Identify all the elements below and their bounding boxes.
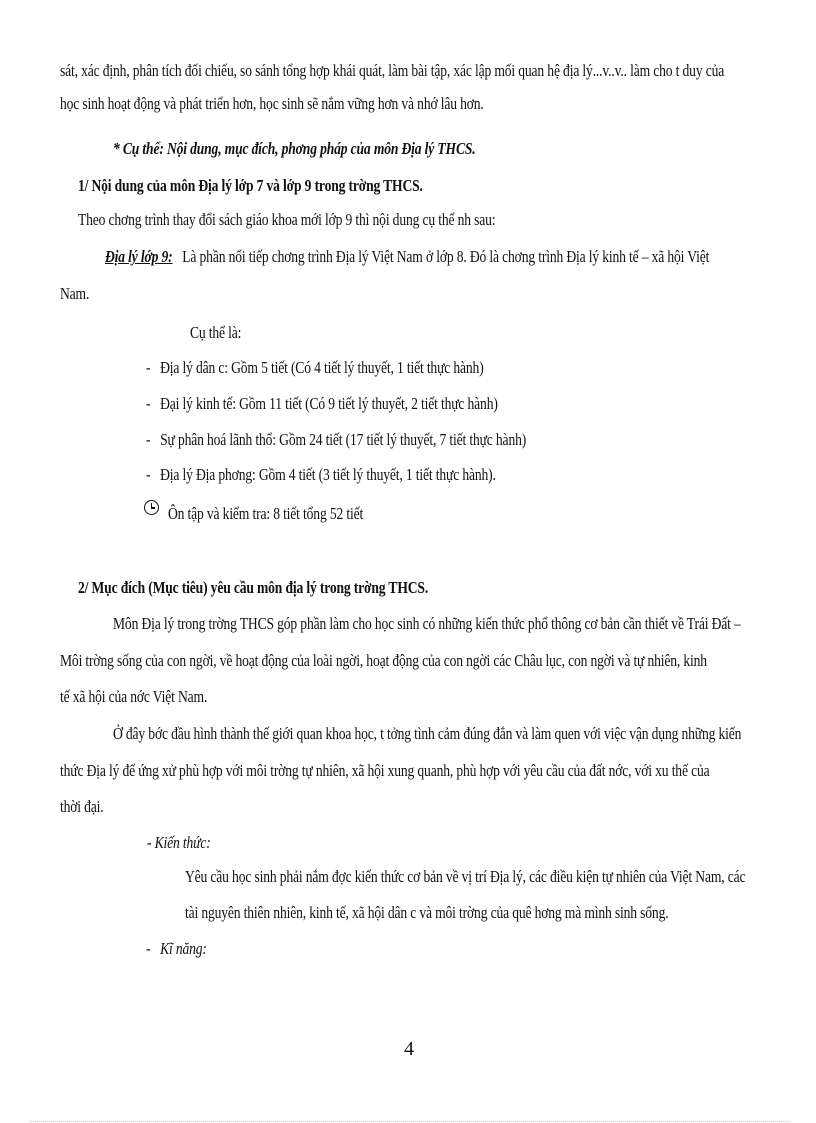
knowledge-line2: tài nguyên thiên nhiên, kinh tế, xã hội dân c và môi trờng của quê hơng mà mình sinh sống.: [185, 903, 669, 922]
skills-label: Kĩ năng:: [160, 939, 207, 958]
list-item-text: Địa lý Địa phơng: Gồm 4 tiết (3 tiết lý thuyết, 1 tiết thực hành).: [160, 465, 496, 484]
section2-heading: 2/ Mục đích (Mục tiêu) yêu cầu môn địa lý trong trờng THCS.: [78, 578, 429, 597]
grade9-label: Địa lý lớp 9:: [105, 247, 173, 266]
paragraph1-line1: sát, xác định, phân tích đối chiếu, so sánh tổng hợp khái quát, làm bài tập, xác lập mối quan hệ địa lý...v..v.. làm cho t duy của: [60, 61, 725, 80]
knowledge-label: - Kiến thức:: [147, 833, 211, 852]
list-item-text: Địa lý dân c: Gồm 5 tiết (Có 4 tiết lý thuyết, 1 tiết thực hành): [160, 358, 484, 377]
section2-p1-line1: Môn Địa lý trong trờng THCS góp phần làm cho học sinh có những kiến thức phổ thông cơ bản cần thiết về Trái Đất –: [113, 614, 741, 633]
clock-icon: [144, 500, 159, 515]
note-heading: * Cụ thể: Nội dung, mục đích, phơng pháp của môn Địa lý THCS.: [113, 139, 476, 158]
list-item: - Địa lý Địa phơng: Gồm 4 tiết (3 tiết lý thuyết, 1 tiết thực hành).: [146, 465, 496, 484]
specifics-label: Cụ thể là:: [190, 323, 242, 342]
grade9-text-line2: Nam.: [60, 284, 90, 303]
page-number: 4: [404, 1038, 414, 1060]
grade9-text: Là phần nối tiếp chơng trình Địa lý Việt Nam ở lớp 8. Đó là chơng trình Địa lý kinh tế – xã hội Việt: [182, 247, 710, 266]
list-item: - Địa lý dân c: Gồm 5 tiết (Có 4 tiết lý thuyết, 1 tiết thực hành): [146, 358, 484, 377]
section2-p2-line2: thức Địa lý để ứng xử phù hợp với môi trờng tự nhiên, xã hội xung quanh, phù hợp với yêu cầu của đất nớc, với xu thế của: [60, 761, 710, 780]
page-bottom-divider: [30, 1121, 790, 1122]
paragraph1-line2: học sinh hoạt động và phát triển hơn, học sinh sẽ nắm vững hơn và nhớ lâu hơn.: [60, 94, 484, 113]
section2-p1-line3: tế xã hội của nớc Việt Nam.: [60, 687, 208, 706]
section1-heading: 1/ Nội dung của môn Địa lý lớp 7 và lớp 9 trong trờng THCS.: [78, 176, 423, 195]
section2-p2-line1: Ở đây bớc đầu hình thành thế giới quan khoa học, t tởng tình cảm đúng đắn và làm quen với việc vận dụng những kiến: [113, 724, 742, 743]
list-item-text: Sự phân hoá lãnh thổ: Gồm 24 tiết (17 tiết lý thuyết, 7 tiết thực hành): [160, 430, 527, 449]
knowledge-line1: Yêu cầu học sinh phải nắm đợc kiến thức cơ bản về vị trí Địa lý, các điều kiện tự nhiên của Việt Nam, các: [185, 867, 746, 886]
grade9-line: [105, 246, 709, 268]
section2-p1-line2: Môi trờng sống của con ngời, về hoạt động của loài ngời, hoạt động của con ngời các Châu lục, con ngời và tự nhiên, kinh: [60, 651, 707, 670]
skills-dash: -: [146, 939, 151, 958]
section1-intro: Theo chơng trình thay đổi sách giáo khoa mới lớp 9 thì nội dung cụ thể nh sau:: [78, 210, 496, 229]
section2-p2-line3: thời đại.: [60, 797, 104, 816]
summary-line: Ôn tập và kiểm tra: 8 tiết tổng 52 tiết: [168, 504, 364, 523]
list-item: - Đại lý kinh tế: Gồm 11 tiết (Có 9 tiết lý thuyết, 2 tiết thực hành): [146, 394, 498, 413]
list-item: - Sự phân hoá lãnh thổ: Gồm 24 tiết (17 tiết lý thuyết, 7 tiết thực hành): [146, 430, 527, 449]
skills-line: [146, 938, 207, 960]
list-item-text: Đại lý kinh tế: Gồm 11 tiết (Có 9 tiết lý thuyết, 2 tiết thực hành): [160, 394, 498, 413]
